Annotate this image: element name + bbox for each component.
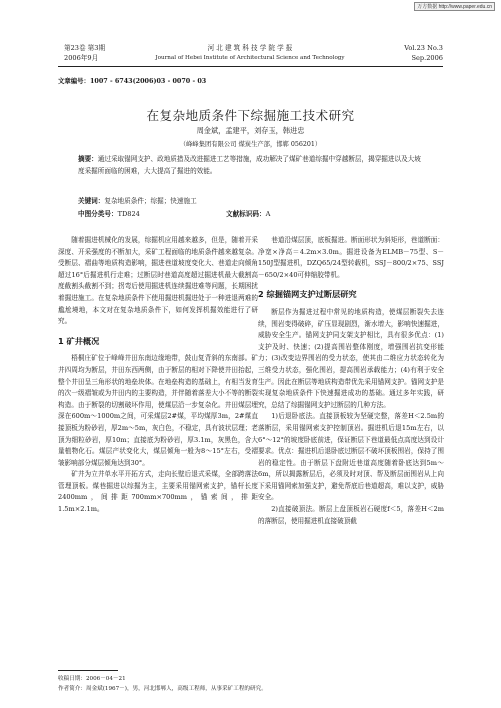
section-1-paragraph-1: 梧桐庄矿位于峰峰井田东南边缘地带，鼓山复背斜的东南部。矿井四周均为断层，井田东西两侧，由于断层的相对下降使井田抬起，整个井田呈三角形状的地垒块体。在地垒构造的基础上，有相当发育的次一级褶皱或为井田内的主要构造，并伴随着落差大小不等的断裂构造。由于断裂的切割破坏作用，使煤层沿一步复杂化。井田煤层埋深在600m～1000m之间，可采煤层2#煤，平均煤厚3m，2#煤直接顶板为粉砂岩，厚2m～5m，灰白色，不稳定，具有波状层理；老顶为细粒砂岩，厚10m；直接底为粉砂岩，厚3.1m，灰黑色，含大量植物化石。煤层产状变化大，煤层倾角一般为8～15°左右，受褶皱影响部分煤层倾角达到30°。 xyxy=(58,354,258,467)
header-journal-cn: 河 北 建 筑 科 技 学 院 学 报 xyxy=(207,44,293,52)
equipment-paragraph: 巷道沿煤层顶，底板掘进。断面形状为斜矩形，巷道断面：净宽×净高＝4.2m×3.0m。掘进设备为ELMB－75型、S－150J型掘进机，DZQ65/24型转载机，SSJ－800/2×75、SSJ－650/2×40可伸缩胶带机。 xyxy=(258,236,444,279)
header-journal-en: Journal of Hebei Institute of Architectural Science and Technology xyxy=(155,55,345,61)
intro-paragraph: 随着掘进机械化的发展，综掘机应用越来越多，但是，随着开采深度、开采强度的不断加大，采矿工程面临的地质条件越来越复杂。受断层、褶曲等地质构造影响，掘进巷道坡度变化大、巷道走向倾角超过16°后掘进机行走难；过断层时巷道高度超过掘进机最大截割高度截割头截割不到；拐弯后使用掘进机连续掘进难等问题，长期困扰着掘进施工。在复杂地质条件下使用掘进机掘进处于一种进退两难的尴尬境地，本文对在复杂地质条件下，如何发挥机掘效能进行了研究。 xyxy=(58,236,258,326)
abstract xyxy=(78,154,424,177)
article-number: 文章编号：1007 - 6743(2006)03 - 0070 - 03 xyxy=(58,77,207,85)
watermark-stamp: 万方数据 http://www.paper.edu.cn xyxy=(414,2,495,11)
header-rule xyxy=(58,66,443,67)
header-issue: 第23卷 第3期 xyxy=(64,44,106,52)
doc-code xyxy=(226,208,270,218)
paper-title: 在复杂地质条件下综掘施工技术研究 xyxy=(146,108,355,123)
keywords-text: 复杂地质条件；综掘；快速施工 xyxy=(104,197,197,205)
section-2-paragraph-1: 断层作为掘进过程中常见的地质构造，使煤层断裂失去连续，围岩变得破碎，矿压显现剧烈，渐水增大，影响快速掘进，威胁安全生产。锚网支护同支架支护相比，具有很多优点：(1)支护及时、快速；(2)提高围岩整体刚度，增强围岩抗变形能力；(3)改变边界围岩的受力状态，使其由二维应力状态转化为三维受力状态，强化围岩，提高围岩承载能力；(4)有利于安全生产。因此在断层等地质构造带优先采用锚网支护。锚网支护是实现复杂地质条件下快速掘进成功的基础。通过多年实践，研究，总结了综掘锚网支护过断层的几种方法。 xyxy=(258,307,444,409)
keywords xyxy=(78,195,424,205)
abstract-text: 通过采取锚网支护、政地质措及改进掘进工艺等措施，成功解决了煤矿巷道综掘中穿越断层，揭穿掘进以及大坡度采掘所面临的困难，大大提高了掘进的效能。 xyxy=(78,155,421,175)
abstract-label: 摘要： xyxy=(78,155,98,163)
header-date-cn: 2006年9月 xyxy=(64,54,99,62)
author-list: 周金斌，孟建平，刘存玉，韩进忠 xyxy=(196,126,305,135)
left-column xyxy=(58,235,258,516)
clc-label: 中图分类号： xyxy=(78,210,118,218)
doc-code-label: 文献标识码： xyxy=(226,210,266,218)
header-volume: Vol.23 No.3 xyxy=(404,44,443,52)
keywords-label: 关键词： xyxy=(78,197,105,205)
section-heading-1: 1 矿井概况 xyxy=(58,335,100,346)
affiliation: （峰峰集团有限公司 煤炭生产部，邯郸 056201） xyxy=(179,141,322,148)
classification-row xyxy=(78,208,424,218)
section-1-paragraph-2: 矿井为立井单水平开拓方式，走向长壁后退式采煤，全部跨落法管理顶板。煤巷掘进以综掘为主，主要采用锚网索支护，锚杆长度2400mm，间排距700mm×700mm，锚索间，排距1.5m×2.1m。 xyxy=(58,470,258,514)
section-2-paragraph-3: 2)直接破顶法。断层上盘顶板岩石硬度f＜5，落差H＜2m的落断层，使用掘进机直接破顶截 xyxy=(258,505,444,525)
header-date-en: Sep.2006 xyxy=(411,54,443,62)
footnote-author: 作者简介：周金斌(1967－)，男，河北邯郸人，高级工程师，从事采矿工程的研究。 xyxy=(58,686,267,692)
doc-code-text: A xyxy=(265,210,271,218)
footnote-received: 收稿日期：2006－04－21 xyxy=(58,676,126,682)
clc-text: TD824 xyxy=(117,210,140,218)
section-heading-2: 2 综掘锚网支护过断层研究 xyxy=(258,289,357,300)
section-2-paragraph-2: 1)后退卧底法。直接顶板较为坚硬完整，落差H＜2.5m的落断层，采用锚网索支护控制顶岩。掘进机后退15m左右，以6°～12°的坡度卧底前进，保证断层下巷道最低点高度达到设计要求。优点：掘进机后退卧底过断层不破坏顶板围岩，保持了围岩的稳定性。由于断层下盘附近巷道高度随着卧底达到5m～6m，所以揭露断层后，必须及时对顶、帮及断层面围岩从上向下采用锚网索加强支护，避免帮底后巷道超高，难以支护，威胁安全。 xyxy=(258,412,444,502)
right-column xyxy=(258,235,444,527)
footnote-rule xyxy=(58,670,118,671)
